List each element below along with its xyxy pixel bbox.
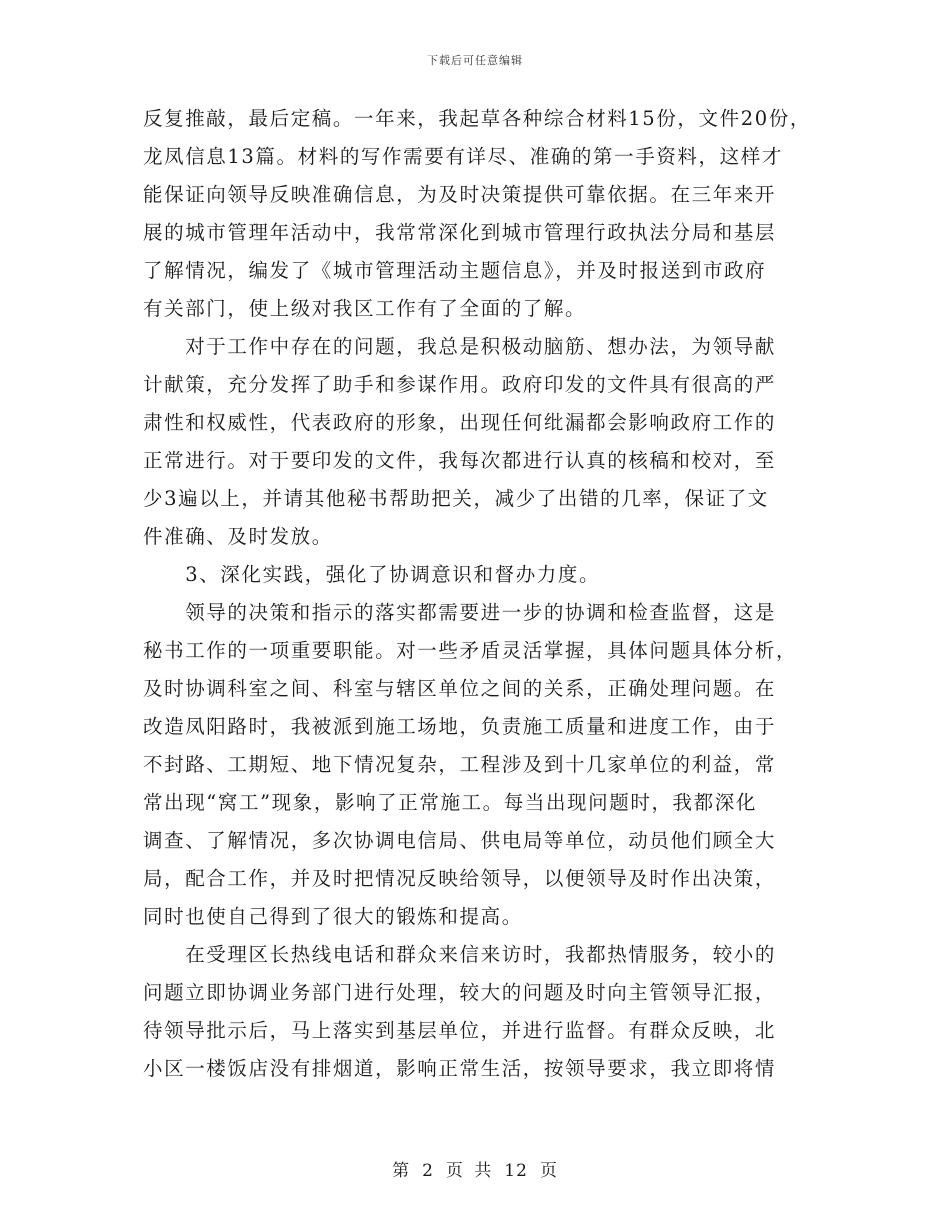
text-line: 反复推敲，最后定稿。一年来，我起草各种综合材料15份，文件20份，: [143, 107, 811, 130]
document-body: [143, 100, 843, 1088]
text-line: 少3遍以上，并请其他秘书帮助把关，减少了出错的几率，保证了文: [143, 487, 769, 510]
total-pages: 12: [504, 1161, 528, 1181]
text-line: 常出现“窝工”现象，影响了正常施工。每当出现问题时，我都深化: [143, 791, 757, 814]
text-line: 龙凤信息13篇。材料的写作需要有详尽、准确的第一手资料，这样才: [143, 145, 783, 168]
text-line: 了解情况，编发了《城市管理活动主题信息》，并及时报送到市政府: [143, 259, 767, 282]
text-line: 件准确、及时发放。: [143, 525, 333, 548]
text-line: 肃性和权威性，代表政府的形象，出现任何纰漏都会影响政府工作的: [143, 411, 777, 434]
footer-prefix: 第: [392, 1161, 411, 1181]
page-number: 2: [422, 1161, 434, 1181]
page-header: 下载后可任意编辑: [427, 54, 523, 67]
text-line: 有关部门，使上级对我区工作有了全面的了解。: [143, 297, 587, 320]
footer-middle: 页 共: [445, 1161, 493, 1181]
text-line: 展的城市管理年活动中，我常常深化到城市管理行政执法分局和基层: [143, 221, 777, 244]
text-line: 秘书工作的一项重要职能。对一些矛盾灵活掌握，具体问题具体分析，: [143, 639, 798, 662]
text-line: 在受理区长热线电话和群众来信来访时，我都热情服务，较小的: [143, 943, 777, 966]
text-line: 局，配合工作，并及时把情况反映给领导，以便领导及时作出决策，: [143, 867, 777, 890]
text-line: 计献策，充分发挥了助手和参谋作用。政府印发的文件具有很高的严: [143, 373, 777, 396]
page-footer: [0, 1156, 950, 1181]
text-line: 不封路、工期短、地下情况复杂，工程涉及到十几家单位的利益，常: [143, 753, 777, 776]
text-line: 对于工作中存在的问题，我总是积极动脑筋、想办法，为领导献: [143, 335, 777, 358]
text-line: 小区一楼饭店没有排烟道，影响正常生活，按领导要求，我立即将情: [143, 1057, 777, 1080]
text-line: 正常进行。对于要印发的文件，我每次都进行认真的核稿和校对，至: [143, 449, 777, 472]
text-line: 领导的决策和指示的落实都需要进一步的协调和检查监督，这是: [143, 601, 777, 624]
text-line: 及时协调科室之间、科室与辖区单位之间的关系，正确处理问题。在: [143, 677, 777, 700]
text-line: 3、深化实践，强化了协调意识和督办力度。: [143, 563, 601, 586]
footer-suffix: 页: [539, 1161, 558, 1181]
text-line: 问题立即协调业务部门进行处理，较大的问题及时向主管领导汇报，: [143, 981, 777, 1004]
text-line: 同时也使自己得到了很大的锻炼和提高。: [143, 905, 523, 928]
text-line: 改造凤阳路时，我被派到施工场地，负责施工质量和进度工作，由于: [143, 715, 777, 738]
text-line: 待领导批示后，马上落实到基层单位，并进行监督。有群众反映，北: [143, 1019, 777, 1042]
text-line: 能保证向领导反映准确信息，为及时决策提供可靠依据。在三年来开: [143, 183, 777, 206]
text-line: 调查、了解情况，多次协调电信局、供电局等单位，动员他们顾全大: [143, 829, 777, 852]
